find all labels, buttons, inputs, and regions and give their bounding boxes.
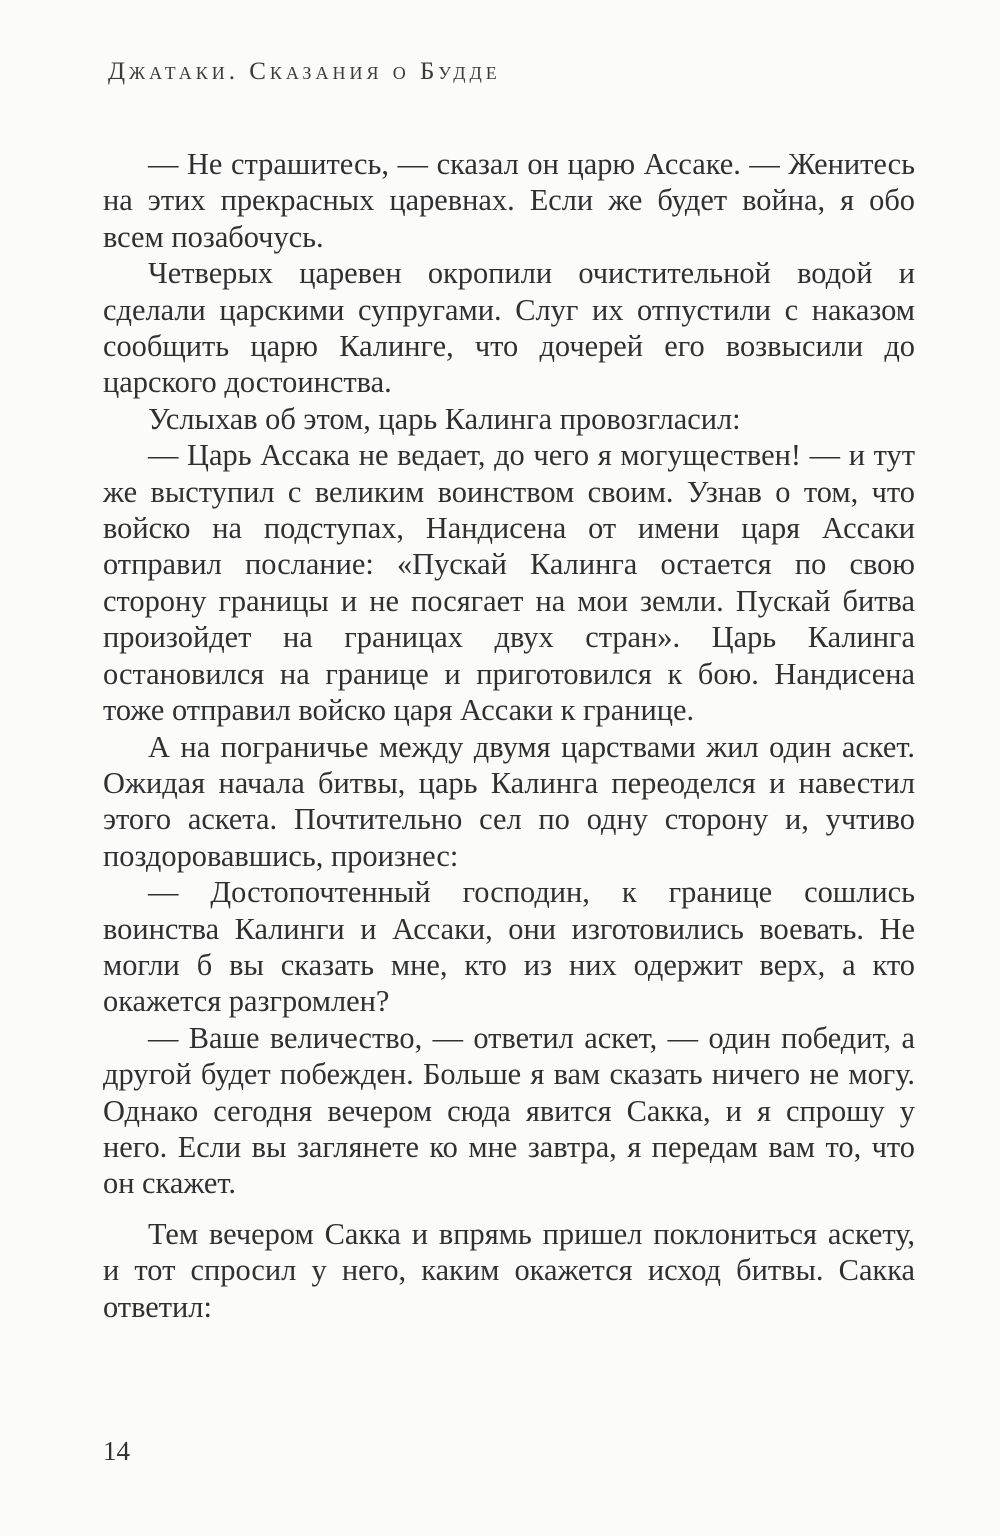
paragraph: — Царь Ассака не ведает, до чего я могуществен! — и тут же выступил с великим воинством своим. Узнав о том, что войско на подступах, Нандисена от имени царя Ассаки отправил послание: «Пускай Калинга остается по свою сторону границы и не посягает на мои земли. Пускай битва произойдет на границах двух стран». Царь Калинга остановился на границе и приготовился к бою. Нандисена тоже отправил войско царя Ассаки к границе. — [103, 438, 915, 728]
page-number: 14 — [103, 1436, 130, 1466]
body-text — [103, 146, 915, 1325]
running-head: Джатаки. Сказания о Будде — [108, 58, 501, 85]
paragraph: — Достопочтенный господин, к границе сошлись воинства Калинги и Ассаки, они изготовились воевать. Не могли б вы сказать мне, кто из них одержит верх, а кто окажется разгромлен? — [103, 875, 915, 1019]
paragraph: — Не страшитесь, — сказал он царю Ассаке. — Женитесь на этих прекрасных царевнах. Если же будет война, я обо всем позабочусь. — [103, 147, 915, 254]
paragraph: Услыхав об этом, царь Калинга провозгласил: — [148, 401, 741, 436]
paragraph: Тем вечером Сакка и впрямь пришел поклониться аскету, и тот спросил у него, каким окажется исход битвы. Сакка ответил: — [103, 1216, 915, 1324]
paragraph: — Ваше величество, — ответил аскет, — один победит, а другой будет побежден. Больше я вам сказать ничего не могу. Однако сегодня вечером сюда явится Сакка, и я спрошу у него. Если вы заглянете ко мне завтра, я передам вам то, что он скажет. — [103, 1020, 915, 1201]
paragraph: А на пограничье между двумя царствами жил один аскет. Ожидая начала битвы, царь Калинга переоделся и навестил этого аскета. Почтительно сел по одну сторону и, учтиво поздоровавшись, произнес: — [103, 729, 915, 873]
paragraph: Четверых царевен окропили очистительной водой и сделали царскими супругами. Слуг их отпустили с наказом сообщить царю Калинге, что дочерей его возвысили до царского достоинства. — [103, 256, 915, 400]
